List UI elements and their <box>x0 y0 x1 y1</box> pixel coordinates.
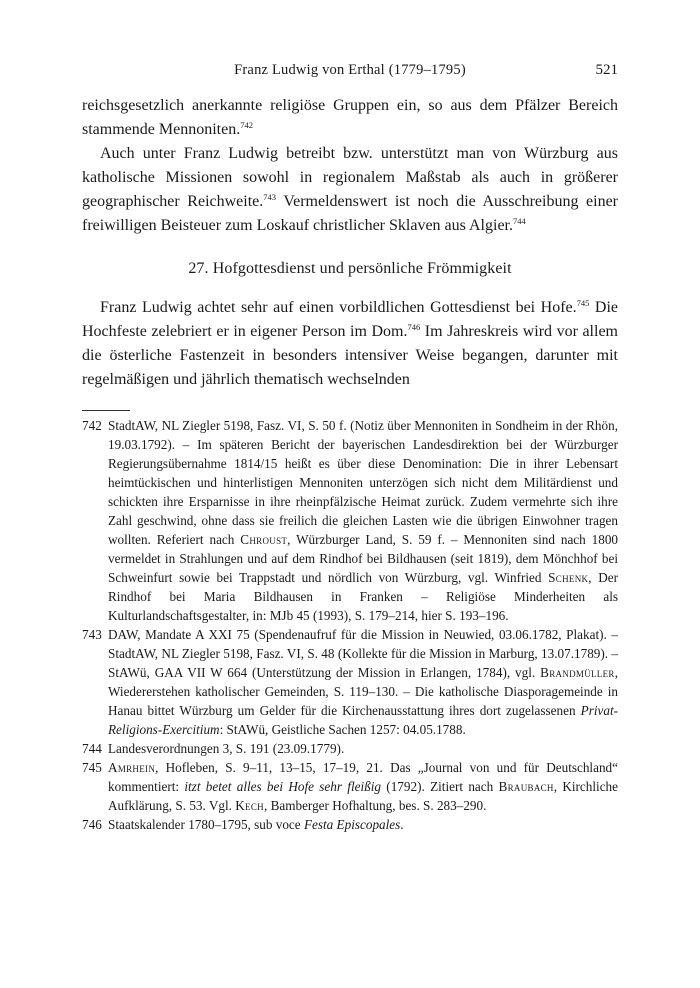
footnote-number: 746 <box>82 817 102 832</box>
footnote-744 <box>82 739 618 758</box>
footnotes <box>82 416 618 834</box>
footnote-742 <box>82 416 618 625</box>
footnote-ref: 744 <box>513 216 526 226</box>
author-name: Chroust <box>240 532 288 547</box>
footnote-separator <box>82 410 130 411</box>
footnote-number: 744 <box>82 741 102 756</box>
footnote-745 <box>82 758 618 815</box>
text-run: Landesverordnungen 3, S. 191 (23.09.1779). <box>108 741 345 756</box>
author-name: Kech <box>235 798 264 813</box>
text-run: Franz Ludwig achtet sehr auf einen vorbildlichen Gottesdienst bei Hofe. <box>100 299 577 316</box>
body-text <box>82 94 618 238</box>
author-name: Amrhein <box>108 760 156 775</box>
text-run: Staatskalender 1780–1795, sub voce <box>108 817 304 832</box>
footnote-number: 745 <box>82 760 102 775</box>
text-run: , Kirchliche Aufklärung, S. 53. Vgl. <box>108 779 618 813</box>
running-head <box>82 62 618 84</box>
footnote-746 <box>82 815 618 834</box>
text-run: Die Hochfeste zelebriert er in eigener Person im Dom. <box>82 299 618 340</box>
footnote-743 <box>82 625 618 739</box>
text-run: , Bamberger Hofhaltung, bes. S. 283–290. <box>263 798 487 813</box>
text-run: reichsgesetzlich anerkannte religiöse Gruppen ein, so aus dem Pfälzer Bereich stammende Mennoniten. <box>82 97 618 138</box>
text-run: (1792). Zitiert nach <box>381 779 499 794</box>
author-name: Brandmüller <box>540 665 615 680</box>
italic-quote: itzt betet alles bei Hofe sehr fleißig <box>184 779 381 794</box>
running-title: Franz Ludwig von Erthal (1779–1795) <box>234 62 466 78</box>
section-heading: 27. Hofgottesdienst und persönliche Frömmigkeit <box>188 260 512 277</box>
page-number: 521 <box>595 62 618 78</box>
author-name: Braubach <box>498 779 554 794</box>
text-run: : StAWü, Geistliche Sachen 1257: 04.05.1788. <box>219 722 466 737</box>
text-run: Auch unter Franz Ludwig betreibt bzw. unterstützt man von Würzburg aus katholische Missionen sowohl in regionalem Maßstab als auch in größerer geographischer Reichweite. <box>82 145 618 210</box>
paragraph <box>82 94 618 142</box>
footnote-ref: 745 <box>576 298 590 308</box>
footnote-number: 743 <box>82 627 102 642</box>
paragraph <box>82 142 618 238</box>
footnote-ref: 743 <box>263 192 277 202</box>
italic-term: Privat-Religions-Exercitium <box>108 703 618 737</box>
italic-term: Festa Episcopales <box>303 817 401 832</box>
body-text-section <box>82 296 618 392</box>
text-run: , Der Rindhof bei Maria Bildhausen in Franken – Religiöse Minderheiten als Kulturlandschaftsgestalter, in: MJb 45 (1993), S. 179–214, hier S. 193–196. <box>108 570 618 623</box>
text-run: DAW, Mandate A XXI 75 (Spendenaufruf für die Mission in Neuwied, 03.06.1782, Plakat). – StadtAW, NL Ziegler 5198, Fasz. VI, S. 48 (Kollekte für die Mission in Marburg, 13.07.1789). – StAWü, GAA VII W 664 (Unterstützung der Mission in Erlangen, 1784), vgl. <box>108 627 618 680</box>
text-run: StadtAW, NL Ziegler 5198, Fasz. VI, S. 50 f. (Notiz über Mennoniten in Sondheim in der Rhön, 19.03.1792). – Im späteren Bericht der bayerischen Landesdirektion bei der Würzburger Regierungsübernahme 1814/15 heißt es über diese Denomination: Die in ihrer Lebensart heimtückischen und hinterlistigen Mennoniten unterzögen sich nicht dem Militärdienst und schickten ihre Ersparnisse in ihre rheinpfälzische Heimat zurück. Zudem vermehrte sich ihre Zahl geschwind, ohne dass sie freilich die gleichen Lasten wie die übrigen Einwohner tragen wollten. Referiert nach <box>108 418 618 547</box>
footnote-ref: 742 <box>240 120 253 130</box>
text-run: Im Jahreskreis wird vor allem die österliche Fastenzeit in besonders intensiver Weise begangen, darunter mit regelmäßigen und jährlich thematisch wechselnden <box>82 323 618 388</box>
text-run: . <box>400 817 404 832</box>
footnote-ref: 746 <box>407 322 421 332</box>
author-name: Schenk <box>548 570 589 585</box>
text-run: , Hofleben, S. 9–11, 13–15, 17–19, 21. Das „Journal von und für Deutschland“ kommentiert: <box>108 760 618 794</box>
footnote-number: 742 <box>82 418 102 433</box>
paragraph <box>82 296 618 392</box>
text-run: , Würzburger Land, S. 59 f. – Mennoniten sind nach 1800 vermeldet in Strahlungen und auf dem Rindhof bei Bildhausen (seit 1819), dem Mönchhof bei Schweinfurt sowie bei Trappstadt und nördlich von Würzburg, vgl. Winfried <box>108 532 619 585</box>
text-run: Vermeldenswert ist noch die Ausschreibung einer freiwilligen Beisteuer zum Loskauf christlicher Sklaven aus Algier. <box>82 193 619 234</box>
text-run: , Wiedererstehen katholischer Gemeinden, S. 119–130. – Die katholische Diasporagemeinde in Hanau bittet Würzburg um Gelder für die Kirchenausstattung ihres dort zugelassenen <box>108 665 618 718</box>
